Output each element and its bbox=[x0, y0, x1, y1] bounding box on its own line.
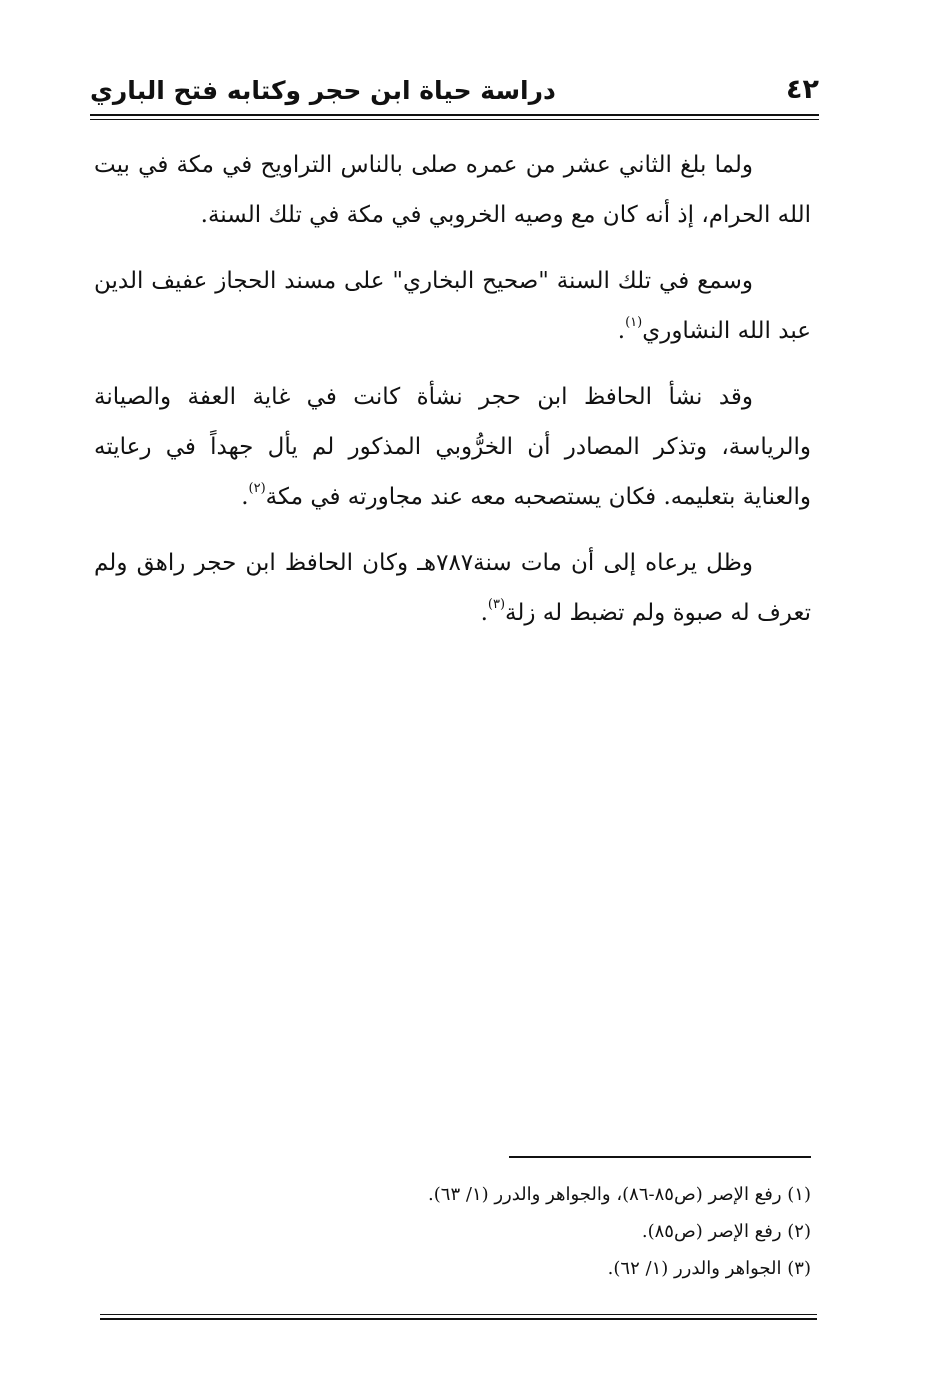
footnote: (٢) رفع الإصر (ص٨٥). bbox=[641, 1221, 811, 1242]
footnote: (١) رفع الإصر (ص٨٥-٨٦)، والجواهر والدرر (١/ ٦٣). bbox=[428, 1184, 811, 1205]
paragraph-end: . bbox=[241, 484, 249, 510]
paragraph-text: وسمع في تلك السنة "صحيح البخاري" على مسند الحجاز عفيف الدين عبد الله النشاوري bbox=[94, 268, 811, 344]
page-header bbox=[90, 68, 819, 112]
paragraph bbox=[94, 140, 811, 240]
footnote-ref: (٣) bbox=[487, 597, 506, 612]
footnote-ref: (١) bbox=[625, 315, 643, 330]
footnote: (٣) الجواهر والدرر (١/ ٦٢). bbox=[607, 1258, 811, 1279]
paragraph bbox=[94, 538, 811, 638]
footnote-ref: (٢) bbox=[248, 481, 266, 496]
running-title: دراسة حياة ابن حجر وكتابه فتح الباري bbox=[90, 76, 556, 105]
paragraph-text: وظل يرعاه إلى أن مات سنة٧٨٧هـ وكان الحافظ ابن حجر راهق ولم تعرف له صبوة ولم تضبط له زلة bbox=[94, 550, 811, 626]
footnote-rule bbox=[509, 1156, 811, 1158]
paragraph-text: وقد نشأ الحافظ ابن حجر نشأة كانت في غاية العفة والصيانة والرياسة، وتذكر المصادر أن الخرُّوبي المذكور لم يأل جهداً في رعايته والعناية بتعليمه. فكان يستصحبه معه عند مجاورته في مكة bbox=[94, 384, 811, 510]
footer-rule bbox=[100, 1314, 817, 1320]
page-number: ٤٢ bbox=[786, 74, 819, 105]
paragraph bbox=[94, 372, 811, 522]
paragraph-text: ولما بلغ الثاني عشر من عمره صلى بالناس التراويح في مكة في بيت الله الحرام، إذ أنه كان مع وصيه الخروبي في مكة في تلك السنة. bbox=[94, 152, 811, 228]
header-rule bbox=[90, 114, 819, 120]
footnotes bbox=[100, 1176, 811, 1287]
main-text bbox=[94, 140, 811, 654]
paragraph-end: . bbox=[617, 318, 626, 344]
paragraph bbox=[94, 256, 811, 356]
paragraph-end: . bbox=[480, 600, 488, 626]
